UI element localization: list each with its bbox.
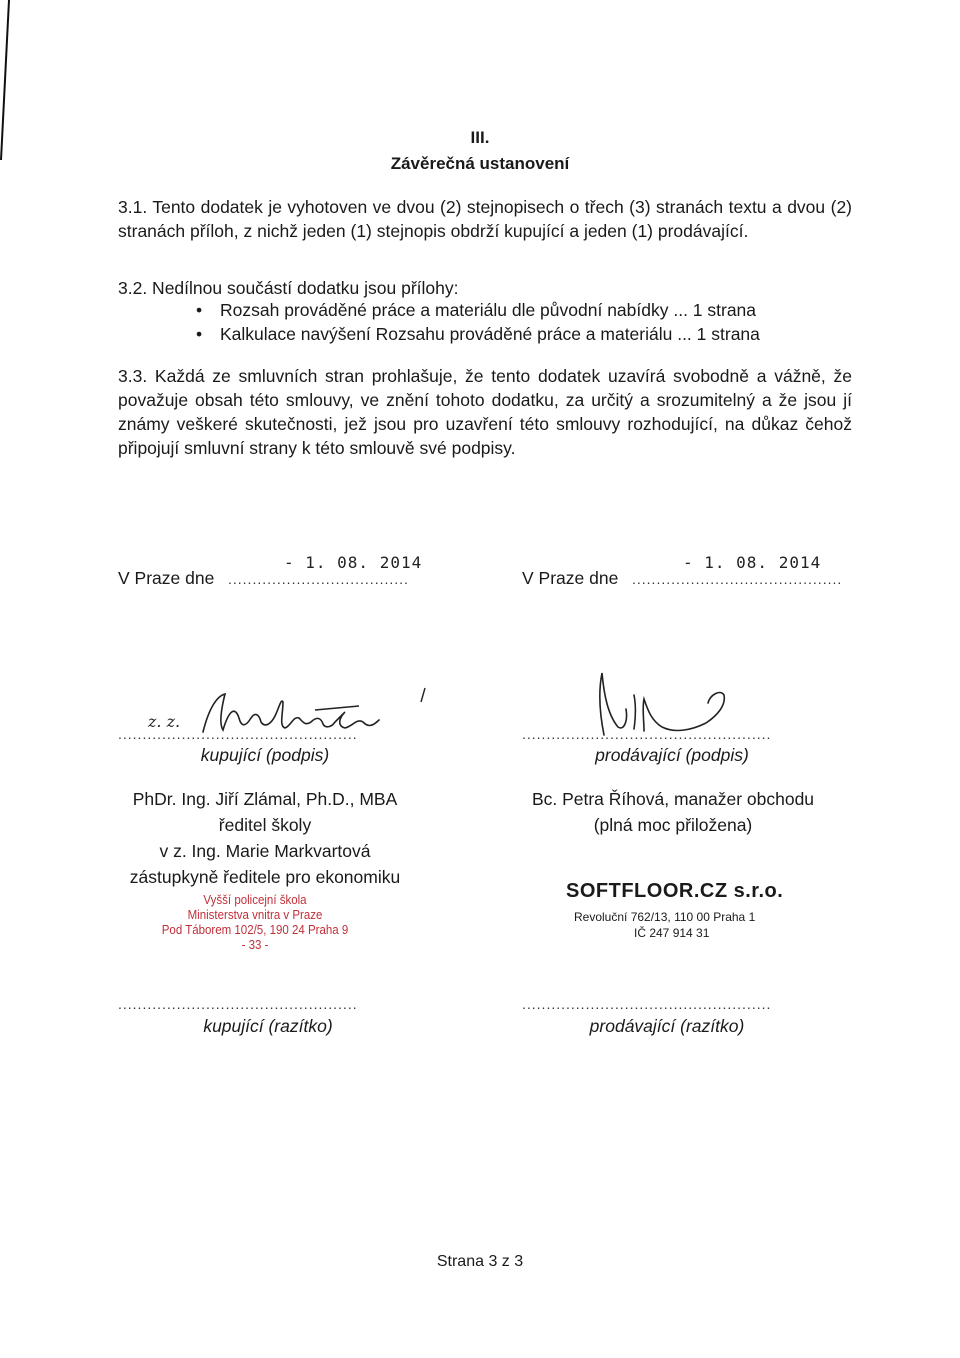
place-left: V Praze dne — [118, 568, 215, 588]
buyer-proxy: v z. Ing. Marie Markvartová — [159, 841, 371, 861]
buyer-proxy-role: zástupkyně ředitele pro ekonomiku — [129, 867, 401, 887]
place-right: V Praze dne — [522, 568, 619, 588]
seller-stamp-address: Revoluční 762/13, 110 00 Praha 1 — [574, 910, 756, 924]
signature-line-seller: ................................................... — [522, 726, 772, 742]
buyer-details — [100, 786, 430, 890]
seller-signature — [590, 665, 740, 740]
stamp-line-seller: ................................................... — [522, 996, 772, 1012]
section-number: III. — [470, 128, 490, 147]
buyer-stamp-line: Pod Táborem 102/5, 190 24 Praha 9 — [161, 923, 349, 937]
date-left: - 1. 08. 2014 — [284, 553, 423, 572]
stamp-line-buyer: ................................................. — [118, 996, 358, 1012]
date-right: - 1. 08. 2014 — [683, 553, 822, 572]
buyer-position: ředitel školy — [218, 815, 312, 835]
clause-3-3: 3.3. Každá ze smluvních stran prohlašuje, že tento dodatek uzavírá svobodně a vážně, že považuje obsah této smlouvy, ve znění tohoto dodatku, za určitý a srozumitelný a že jsou jí známy veškeré skutečnosti, jež jsou pro uzavření této smlouvy rozhodující, na důkaz čehož připojují smluvní strany k této smlouvě své podpisy. — [118, 366, 852, 458]
buyer-signature-role: kupující (podpis) — [200, 745, 330, 765]
attachment-item: • Rozsah prováděné práce a materiálu dle původní nabídky ... 1 strana — [220, 300, 756, 321]
seller-stamp-company: SOFTFLOOR.CZ s.r.o. — [566, 880, 784, 902]
seller-signature-role: prodávající (podpis) — [595, 745, 749, 765]
seller-stamp-ico: IČ 247 914 31 — [634, 926, 710, 940]
buyer-stamp — [158, 893, 351, 953]
dotted-line: ..................................... — [228, 571, 409, 587]
signature-prefix: z. z. — [148, 712, 181, 731]
seller-note: (plná moc přiložena) — [593, 815, 753, 835]
buyer-stamp-line: - 33 - — [241, 938, 269, 952]
seller-name: Bc. Petra Říhová, manažer obchodu — [531, 789, 815, 809]
section-title: Závěrečná ustanovení — [390, 154, 570, 173]
seller-stamp-role: prodávající (razítko) — [589, 1016, 745, 1036]
buyer-stamp-line: Ministerstva vnitra v Praze — [187, 908, 323, 922]
buyer-name: PhDr. Ing. Jiří Zlámal, Ph.D., MBA — [132, 789, 398, 809]
seller-stamp — [566, 880, 786, 941]
dotted-line: ........................................... — [632, 571, 843, 587]
attachment-item: • Kalkulace navýšení Rozsahu prováděné práce a materiálu ... 1 strana — [220, 324, 760, 345]
page-number: Strana 3 z 3 — [436, 1253, 524, 1270]
clause-3-1: 3.1. Tento dodatek je vyhotoven ve dvou (2) stejnopisech o třech (3) stranách textu a dvou (2) stranách příloh, z nichž jeden (1) stejnopis obdrží kupující a jeden (1) prodávající. — [118, 197, 852, 241]
signature-line-buyer: ................................................. — [118, 726, 358, 742]
buyer-stamp-line: Vyšší policejní škola — [203, 893, 307, 907]
buyer-stamp-role: kupující (razítko) — [203, 1016, 333, 1036]
seller-details — [508, 786, 838, 838]
clause-3-2: 3.2. Nedílnou součástí dodatku jsou přílohy: — [118, 278, 459, 298]
buyer-signature — [195, 688, 385, 738]
